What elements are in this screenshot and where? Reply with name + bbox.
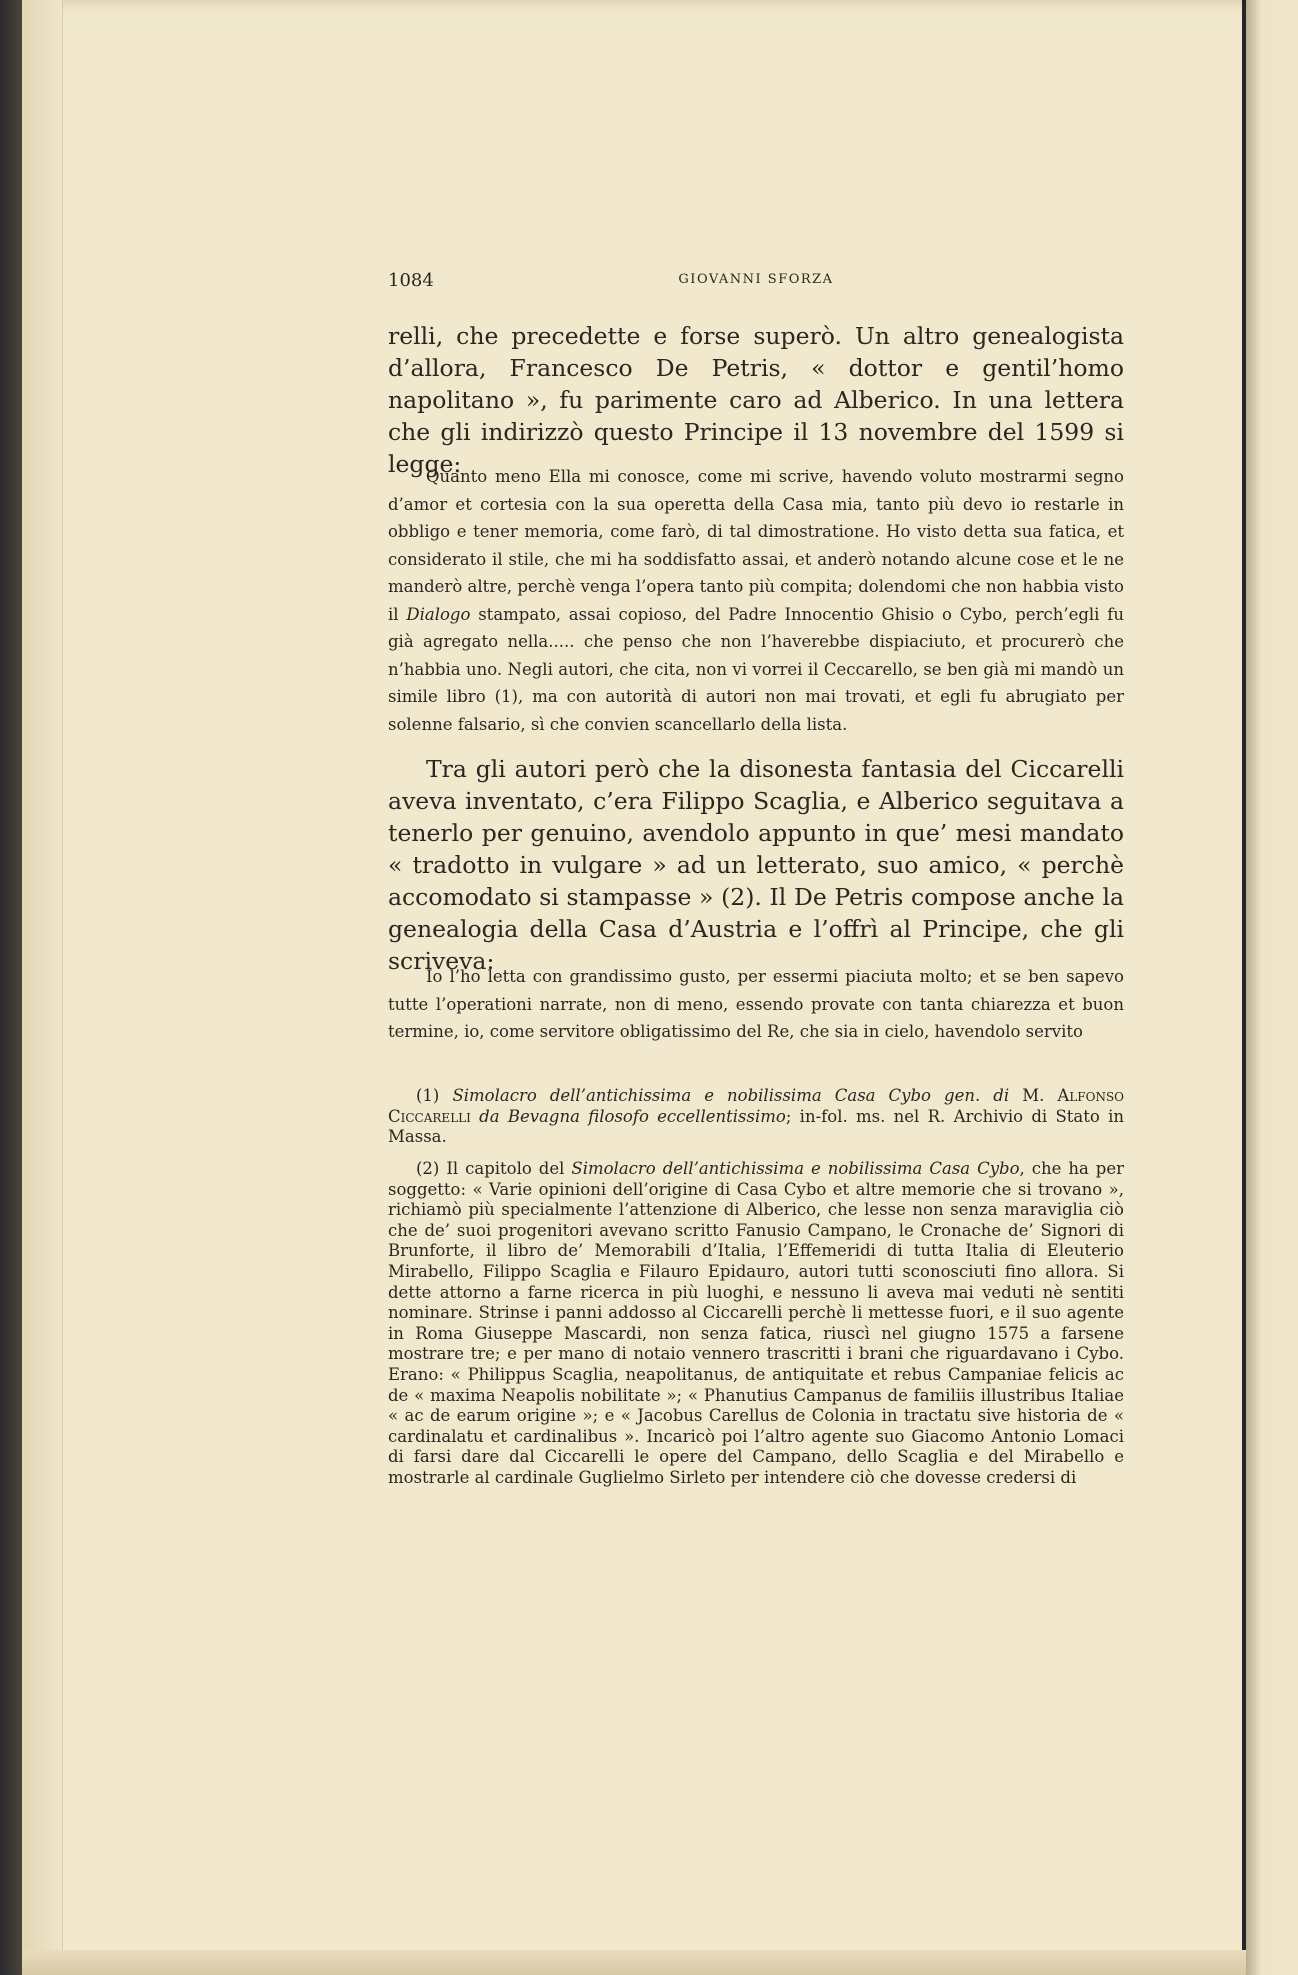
binding-shadow [0,0,22,1975]
footnote-lead: Il capitolo del [446,1159,565,1178]
quoted-letter-2: Io l’ho letta con grandissimo gusto, per essermi piaciuta molto; et se ben sapevo tutte l’operationi narrate, non di meno, essendo provate con tanta chiarezza et buon termine, io, come servitore obligatissimo del Re, che sia in cielo, havendolo servito [388,967,1124,1041]
quote-text-part: stampato, assai copioso, del Padre Innocentio Ghisio o Cybo, perch’egli fu già agregato nella..... che penso che non l’haverebbe dispiaciuto, et procurerò che n’habbia uno. Negli autori, che cita, non vi vorrei il Ceccarello, se ben già mi mandò un simile libro (1), ma con autorità di autori non mai trovati, et egli fu abrugiato per solenne falsario, sì che convien scancellarlo della lista. [388,604,1124,734]
footnote-marker: (1) [416,1086,440,1105]
footnote-author-desc: da Bevagna filosofo eccellentissimo [479,1106,786,1126]
page-number: 1084 [388,270,434,291]
quote-italic-title: Dialogo [406,604,471,624]
footnote-author-prefix: M. [1022,1086,1045,1105]
body-paragraph-1: relli, che precedette e forse superò. Un altro genealogista d’allora, Francesco De Petris, « dottor e gentil’homo napolitano », fu parimente caro ad Alberico. In una lettera che gli indirizzò questo Principe il 13 novembre del 1599 si legge: [388,322,1124,478]
footnote-text: ; in-fol. ms. nel R. Archivio di Stato in Massa. [388,1106,1124,1147]
page-edge-strip [22,0,63,1975]
footnote-2 [388,1159,1124,1489]
quote-text-part: Quanto meno Ella mi conosce, come mi scrive, havendo voluto mostrarmi segno d’amor et cortesia con la sua operetta della Casa mia, tanto più devo io restarle in obbligo e tener memoria, come farò, di tal dimostratione. Ho visto detta sua fatica, et considerato il stile, che mi ha soddisfatto assai, et anderò notando alcune cose et le ne manderò altre, perchè venga l’opera tanto più compita; dolendomi che non habbia visto il [388,467,1124,624]
footnote-1 [388,1086,1124,1148]
next-page-edge [1246,0,1298,1975]
footnote-title: Simolacro dell’antichissima e nobilissima Casa Cybo gen. di [452,1086,1010,1105]
page-bottom-edge [22,1950,1246,1975]
footnote-title: Simolacro dell’antichissima e nobilissima Casa Cybo [571,1159,1020,1178]
body-paragraph-2: Tra gli autori però che la disonesta fantasia del Ciccarelli aveva inventato, c’era Filippo Scaglia, e Alberico seguitava a tenerlo per genuino, avendolo appunto in que’ mesi mandato « tradotto in vulgare » ad un letterato, suo amico, « perchè accomodato si stampasse » (2). Il De Petris compose anche la genealogia della Casa d’Austria e l’offrì al Principe, che gli scriveva: [388,755,1124,975]
footnote-author: Alfonso Ciccarelli [388,1086,1125,1126]
footnote-text: , che ha per soggetto: « Varie opinioni dell’origine di Casa Cybo et altre memorie che si trovano », richiamò più specialmente l’attenzione di Alberico, che lesse non senza maraviglia ciò che de’ suoi progenitori avevano scritto Fanusio Campano, le Cronache de’ Signori di Brunforte, il libro de’ Memorabili d’Italia, l’Effemeridi di tutta Italia di Eleuterio Mirabello, Filippo Scaglia e Filauro Epidauro, autori tutti sconosciuti fino allora. Si dette attorno a farne ricerca in più luoghi, e nessuno li aveva mai veduti nè sentiti nominare. Strinse i panni addosso al Ciccarelli perchè li mettesse fuori, e il suo agente in Roma Giuseppe Mascardi, non senza fatica, riuscì nel giugno 1575 a farsene mostrare tre; e per mano di notaio vennero trascritti i brani che riguardavano i Cybo. Erano: « Philippus Scaglia, neapolitanus, de antiquitate et rebus Campaniae felicis ac de « maxima Neapolis nobilitate »; « Phanutius Campanus de familiis illustribus Italiae « ac de earum origine »; e « Jacobus Carellus de Colonia in tractatu sive historia de « cardinalatu et cardinalibus ». Incaricò poi l’altro agente suo Giacomo Antonio Lomaci di farsi dare dal Ciccarelli le opere del Campano, dello Scaglia e del Mirabello e mostrarle al cardinale Guglielmo Sirleto per intendere ciò che dovesse credersi di [388,1159,1125,1487]
footnote-marker: (2) [416,1159,440,1178]
quoted-letter-1 [388,463,1124,738]
running-head [388,270,1124,294]
running-title: GIOVANNI SFORZA [678,272,834,287]
